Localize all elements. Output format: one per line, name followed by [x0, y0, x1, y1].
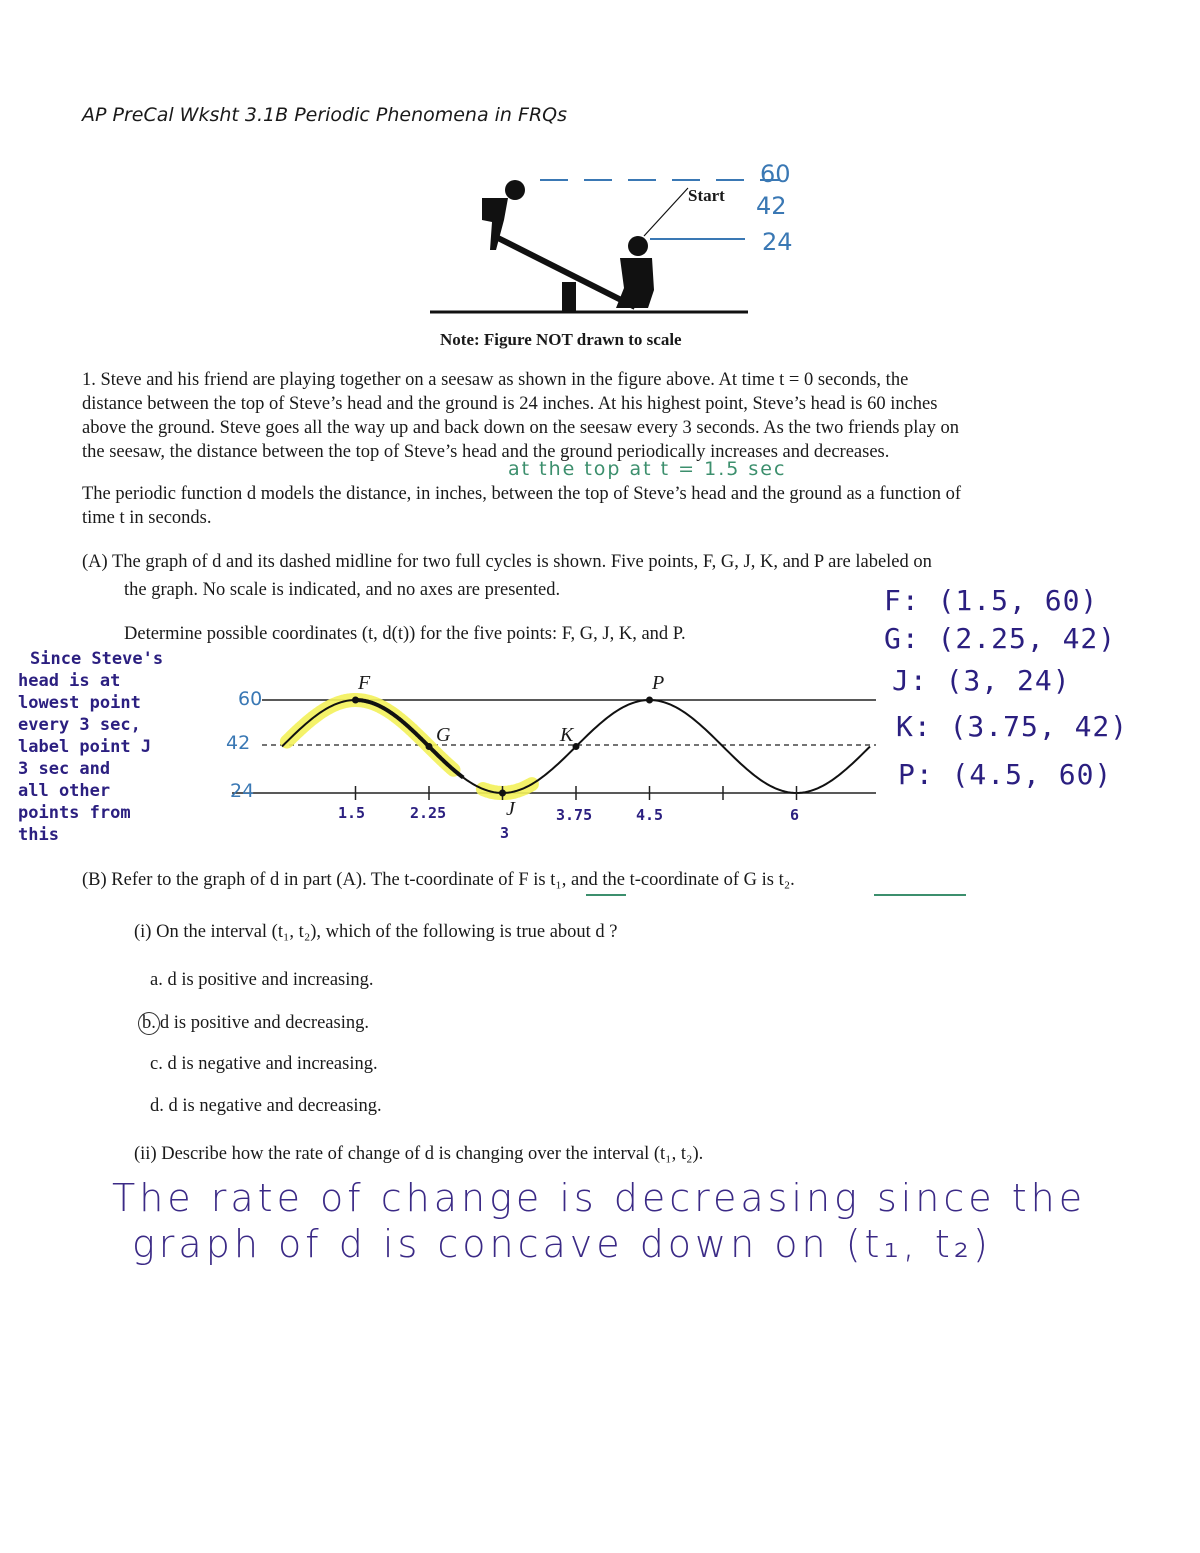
- option-text: d is positive and increasing.: [167, 970, 374, 990]
- option-d[interactable]: [150, 1096, 382, 1117]
- model-line: time t in seconds.: [82, 508, 212, 528]
- point-P: [646, 697, 653, 704]
- answer-K: K: (3.75, 42): [896, 710, 1129, 743]
- option-a[interactable]: [150, 970, 374, 991]
- point-label-F: F: [358, 672, 371, 694]
- point-label-J: J: [506, 798, 515, 820]
- note-line: points from: [18, 803, 131, 823]
- point-K: [573, 743, 580, 750]
- partB-intro: (B) Refer to the graph of d in part (A). The t-coordinate of F is t₁, and the t-coordinate of G is t₂.: [82, 870, 795, 890]
- partA-line-2: the graph. No scale is indicated, and no axes are presented.: [124, 580, 561, 600]
- note-line: this: [18, 825, 59, 845]
- partA-determine: Determine possible coordinates (t, d(t)) for the five points: F, G, J, K, and P.: [124, 624, 686, 644]
- underline-G: [874, 894, 966, 896]
- option-text: d is negative and decreasing.: [168, 1096, 382, 1116]
- option-letter: a.: [150, 970, 163, 990]
- point-F: [352, 697, 359, 704]
- answer-G: G: (2.25, 42): [884, 622, 1117, 655]
- model-line: The periodic function d models the distance, in inches, between the top of Steve’s head and the ground as a function of: [82, 484, 962, 504]
- point-G: [426, 743, 433, 750]
- note-line: every 3 sec,: [18, 715, 141, 735]
- note-line: all other: [18, 781, 111, 801]
- point-J: [499, 790, 506, 797]
- problem-line: 1. Steve and his friend are playing together on a seesaw as shown in the figure above. At time t = 0 seconds, the: [82, 370, 909, 390]
- note-line: head is at: [18, 671, 121, 691]
- tick-label-1.5: 1.5: [338, 804, 366, 822]
- note-line: lowest point: [18, 693, 141, 713]
- note-line: Since Steve's: [30, 649, 164, 669]
- handwritten-answer-line-1: The rate of change is decreasing since the: [112, 1176, 1087, 1220]
- tick-label-2.25: 2.25: [410, 804, 447, 822]
- partB-question-ii: (ii) Describe how the rate of change of d is changing over the interval (t₁, t₂).: [134, 1144, 704, 1164]
- worksheet-title: AP PreCal Wksht 3.1B Periodic Phenomena in FRQs: [82, 104, 568, 126]
- problem-line: distance between the top of Steve’s head and the ground is 24 inches. At his highest point, Steve’s head is 60 inches: [82, 394, 938, 414]
- option-letter-circled: b.: [138, 1012, 160, 1035]
- tick-label-3: 3: [500, 824, 510, 842]
- point-label-K: K: [560, 724, 574, 746]
- graph-label-42: 42: [226, 732, 251, 754]
- answer-J: J: (3, 24): [892, 664, 1071, 697]
- hw-value-24: 24: [762, 228, 793, 256]
- problem-line: above the ground. Steve goes all the way up and back down on the seesaw every 3 seconds. As the two friends play on: [82, 418, 959, 438]
- highlight-f-region: [287, 700, 454, 770]
- start-label: Start: [688, 186, 725, 205]
- graph-label-60: 60: [238, 688, 263, 710]
- hw-top-annotation: at the top at t = 1.5 sec: [508, 458, 787, 480]
- option-letter: c.: [150, 1054, 163, 1074]
- answer-F: F: (1.5, 60): [884, 584, 1099, 617]
- partA-line-1: (A) The graph of d and its dashed midline for two full cycles is shown. Five points, F, G, J, K, and P are labeled on: [82, 552, 932, 572]
- handwritten-answer-line-2: graph of d is concave down on (t₁, t₂): [132, 1222, 992, 1266]
- graph-label-24: 24: [230, 780, 255, 802]
- tick-label-6: 6: [790, 806, 800, 824]
- option-c[interactable]: [150, 1054, 378, 1075]
- point-label-P: P: [652, 672, 665, 694]
- figure-note: Note: Figure NOT drawn to scale: [440, 330, 682, 349]
- tick-label-4.5: 4.5: [636, 806, 664, 824]
- hw-value-60: 60: [760, 160, 791, 188]
- hw-value-42: 42: [756, 192, 787, 220]
- partB-question-i: (i) On the interval (t₁, t₂), which of the following is true about d ?: [134, 922, 618, 942]
- note-line: label point J: [18, 737, 152, 757]
- problem-line: the seesaw, the distance between the top of Steve’s head and the ground periodically increases and decreases.: [82, 442, 890, 462]
- option-letter: d.: [150, 1096, 164, 1116]
- option-b[interactable]: [138, 1012, 369, 1035]
- underline-F: [586, 894, 626, 896]
- note-line: 3 sec and: [18, 759, 111, 779]
- answer-P: P: (4.5, 60): [898, 758, 1113, 791]
- option-text: d is negative and increasing.: [167, 1054, 378, 1074]
- tick-label-3.75: 3.75: [556, 806, 593, 824]
- point-label-G: G: [436, 724, 451, 746]
- option-text: d is positive and decreasing.: [159, 1013, 369, 1033]
